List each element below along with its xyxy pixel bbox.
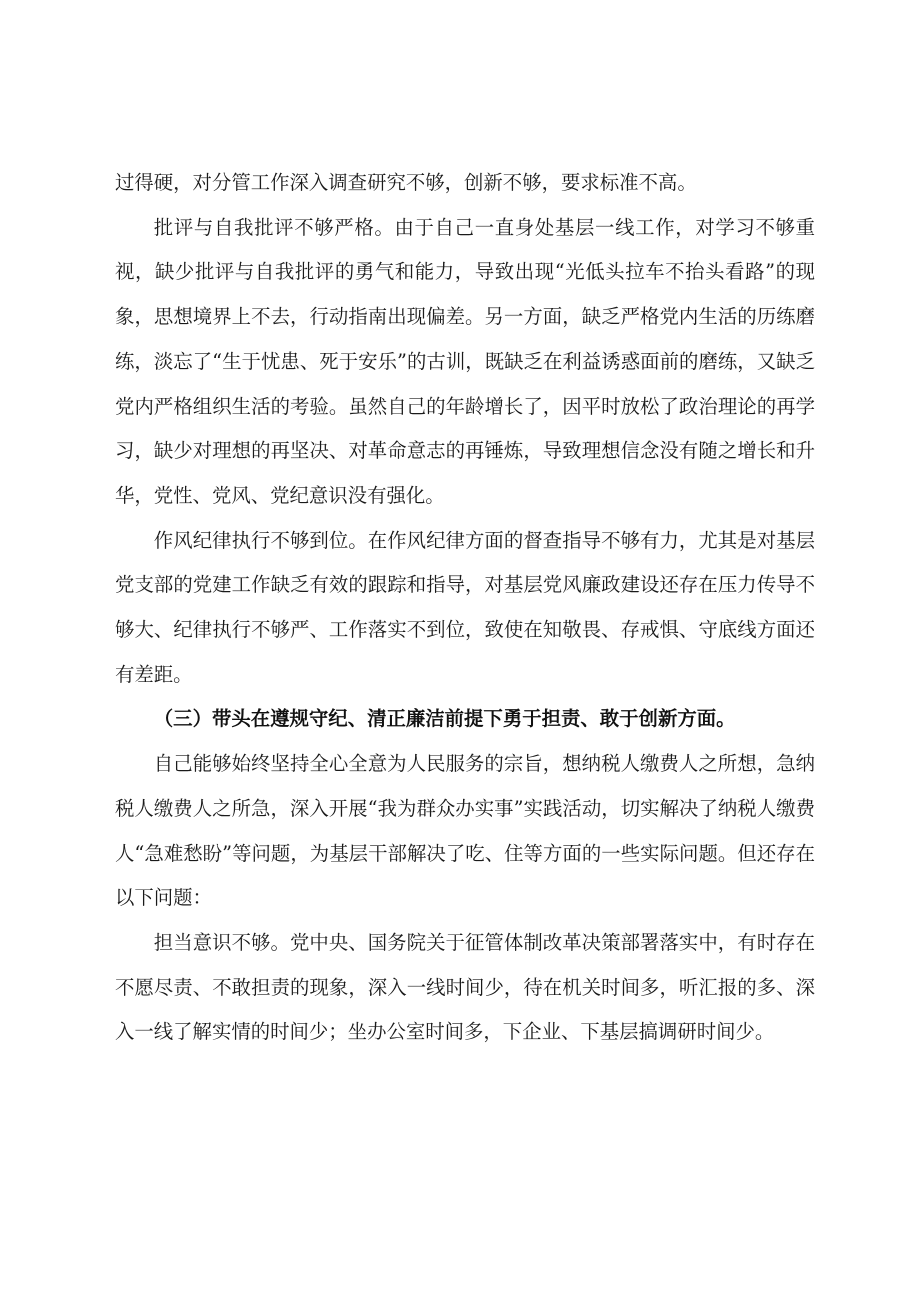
- paragraph-responsibility: 担当意识不够。党中央、国务院关于征管体制改革决策部署落实中，有时存在不愿尽责、不敢担责的现象，深入一线时间少，待在机关时间多，听汇报的多、深入一线了解实情的时间少；坐办公室时间多，下企业、下基层搞调研时间少。: [115, 930, 815, 1044]
- document-body: [115, 161, 815, 1055]
- section-heading: （三）带头在遵规守纪、清正廉洁前提下勇于担责、敢于创新方面。: [153, 707, 736, 731]
- paragraph-criticism: 批评与自我批评不够严格。由于自己一直身处基层一线工作，对学习不够重视，缺少批评与自我批评的勇气和能力，导致出现“光低头拉车不抬头看路”的现象，思想境界上不去，行动指南出现偏差。另一方面，缺乏严格党内生活的历练磨练，淡忘了“生于忧患、死于安乐”的古训，既缺乏在利益诱惑面前的磨练，又缺乏党内严格组织生活的考验。虽然自己的年龄增长了，因平时放松了政治理论的再学习，缺少对理想的再坚决、对革命意志的再锤炼，导致理想信念没有随之增长和升华，党性、党风、党纪意识没有强化。: [115, 215, 815, 507]
- paragraph-continuation: 过得硬，对分管工作深入调查研究不够，创新不够，要求标准不高。: [115, 171, 697, 194]
- paragraph-discipline: 作风纪律执行不够到位。在作风纪律方面的督查指导不够有力，尤其是对基层党支部的党建工作缺乏有效的跟踪和指导，对基层党风廉政建设还存在压力传导不够大、纪律执行不够严、工作落实不到位，致使在知敬畏、存戒惧、守底线方面还有差距。: [115, 528, 815, 686]
- paragraph-service: 自己能够始终坚持全心全意为人民服务的宗旨，想纳税人缴费人之所想，急纳税人缴费人之所急，深入开展“我为群众办实事”实践活动，切实解决了纳税人缴费人“急难愁盼”等问题，为基层干部解决了吃、住等方面的一些实际问题。但还存在以下问题：: [115, 752, 815, 910]
